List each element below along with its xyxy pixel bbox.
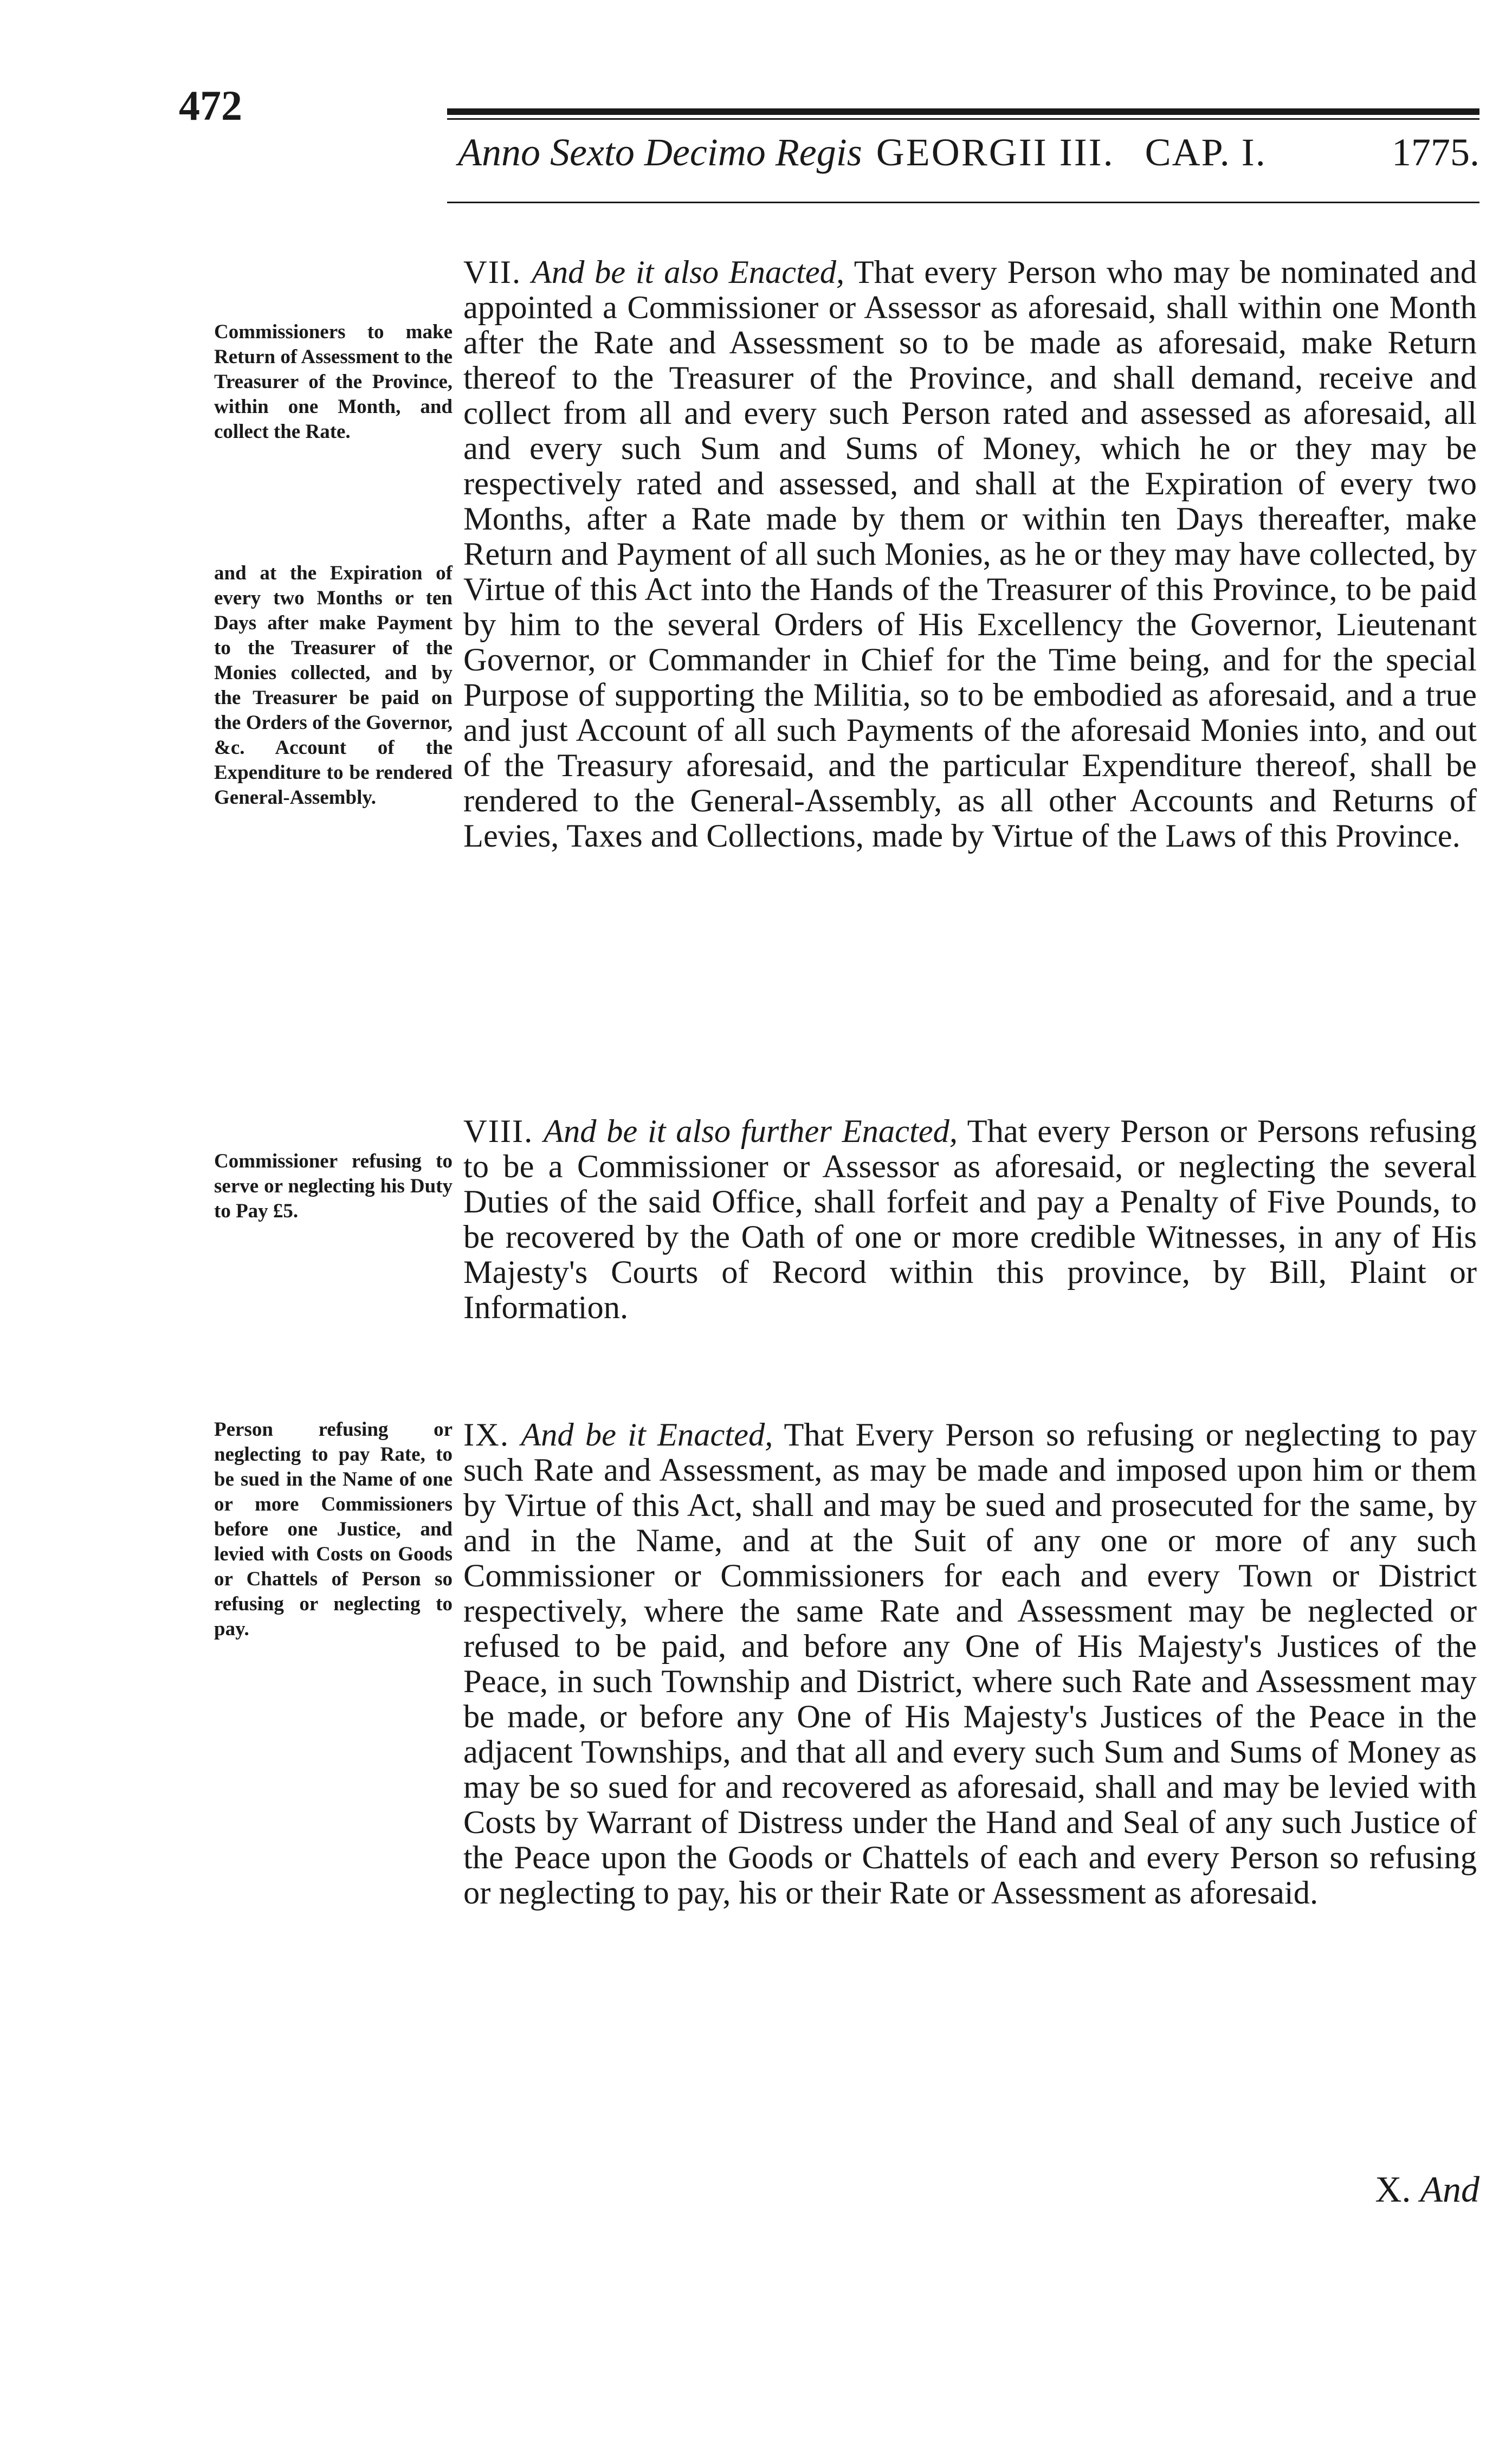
section-enacting-clause: And be it also Enacted, [531,254,845,291]
running-head-chapter: CAP. I. [1145,131,1267,174]
section-enacting-clause: And be it Enacted, [521,1417,773,1453]
margin-note-payment-expiration: and at the Expiration of every two Months or ten Days after make Payment to the Treasurer of the Monies collected, and by the Treasurer be paid on the Orders of the Governor, &c. Account of the Expenditure to be rendered General-Assembly. [214,562,453,809]
section-vii [463,255,1477,854]
header-rule-bottom [447,202,1479,203]
section-ix [463,1417,1477,1911]
catchword [1352,2168,1479,2211]
section-viii [463,1114,1477,1325]
catchword-word: And [1420,2169,1479,2210]
section-number: VIII. [463,1113,534,1150]
section-body: That every Person who may be nominated and appointed a Commissioner or Assessor as aforesaid, shall within one Month after the Rate and Assessment so to be made as aforesaid, make Return thereof to the Treasurer of the Province, and shall demand, receive and collect from all and every such Person rated and assessed as aforesaid, all and every such Sum and Sums of Money, which he or they may be respectively rated and assessed, and shall at the Expiration of every two Months, after a Rate made by them or within ten Days thereafter, make Return and Payment of all such Monies, as he or they may have collected, by Virtue of this Act into the Hands of the Treasurer of this Province, to be paid by him to the several Orders of His Excellency the Governor, Lieutenant Governor, or Commander in Chief for the Time being, and for the special Purpose of supporting the Militia, so to be embodied as aforesaid, and a true and just Account of all such Payments of the aforesaid Monies into, and out of the Treasury aforesaid, and the particular Expenditure thereof, shall be rendered to the General-Assembly, as all other Accounts and Returns of Levies, Taxes and Collections, made by Virtue of the Laws of this Province. [463,254,1477,854]
section-enacting-clause: And be it also further Enacted, [543,1113,958,1150]
margin-note-commissioners-return: Commissioners to make Return of Assessment to the Treasurer of the Province, within one Month, and collect the Rate. [214,321,453,443]
section-number: VII. [463,254,522,291]
section-body: That Every Person so refusing or neglecting to pay such Rate and Assessment, as may be made and imposed upon him or them by Virtue of this Act, shall and may be sued and prosecuted for the same, by and in the Name, and at the Suit of any one or more of any such Commissioner or Commissioners for each and every Town or District respectively, where the same Rate and Assessment may be neglected or refused to be paid, and before any One of His Majesty's Justices of the Peace, in such Township and District, where such Rate and Assessment may be made, or before any One of His Majesty's Justices of the Peace in the adjacent Townships, and that all and every such Sum and Sums of Money as may be so sued for and recovered as aforesaid, shall and may be levied with Costs by Warrant of Distress under the Hand and Seal of any such Justice of the Peace upon the Goods or Chattels of each and every Person so refusing or neglecting to pay, his or their Rate or Assessment as aforesaid. [463,1417,1477,1911]
header-rule-thin [447,118,1479,120]
catchword-number: X. [1375,2169,1411,2210]
running-head [458,130,1479,190]
margin-note-refusing-serve: Commissioner refusing to serve or neglecting his Duty to Pay £5. [214,1150,453,1222]
section-number: IX. [463,1417,509,1453]
section-body: That every Person or Persons refusing to be a Commissioner or Assessor as aforesaid, or neglecting the several Duties of the said Office, shall forfeit and pay a Penalty of Five Pounds, to be recovered by the Oath of one or more credible Witnesses, in any of His Majesty's Courts of Record within this province, by Bill, Plaint or Information. [463,1113,1477,1326]
running-head-year: 1775. [1392,131,1479,174]
running-head-title: Anno Sexto Decimo Regis [458,131,862,174]
margin-note-refusing-pay: Person refusing or neglecting to pay Rate, to be sued in the Name of one or more Commissioners before one Justice, and levied with Costs on Goods or Chattels of Person so refusing or neglecting to pay. [214,1418,453,1640]
running-head-king: GEORGII III. [876,131,1115,174]
header-rule-top [447,108,1479,115]
page-number: 472 [179,82,242,129]
